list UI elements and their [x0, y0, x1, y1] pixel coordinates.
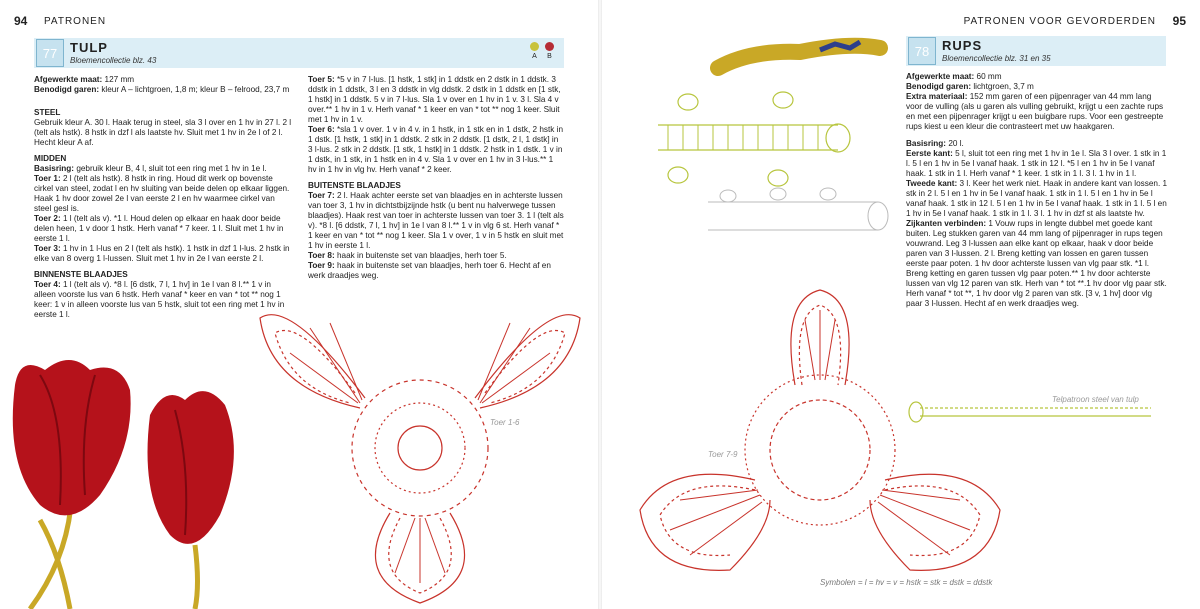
instruction-text: lichtgroen, 3,7 m — [971, 82, 1034, 91]
instruction-paragraph — [906, 139, 1168, 149]
instruction-text: 127 mm — [102, 75, 135, 84]
pattern-title-bar — [906, 36, 1166, 66]
instruction-text: 5 l, sluit tot een ring met 1 hv in 1e l. Sla 3 l over. 1 stk in 1 l. 5 l en 1 hv in 5e l vanaf haak. 1 stk in 12 l. *5 l en 1 hv in 5e l vanaf haak. 1 stk in 1 l. Herh vanaf * 1 keer. 1 stk in 1 l. 3 l. 1 hv in 1 l. — [906, 149, 1167, 178]
yarn-color-key — [530, 42, 554, 60]
instruction-label: Tweede kant: — [906, 179, 958, 188]
stem-chart-caption: Telpatroon steel van tulp — [1052, 395, 1139, 404]
pattern-title: TULP — [70, 39, 108, 55]
instruction-label: Extra materiaal: — [906, 92, 968, 101]
right-page — [600, 0, 1200, 609]
instruction-text: 1 hv in 1 l-lus en 2 l (telt als hstk). 1 hstk in dzf 1 l-lus. 2 hstk in elke van 8 overg 1 l-lussen. Sluit met 1 hv in 2e l van eerste 2 l. — [34, 244, 290, 263]
instructions-column — [906, 72, 1168, 309]
instruction-paragraph — [34, 85, 292, 95]
yarn-b-swatch: B — [545, 42, 554, 60]
symbol-item: = stk — [920, 578, 941, 587]
instruction-paragraph — [34, 118, 292, 148]
instruction-paragraph — [34, 75, 292, 85]
instruction-label: Basisring: — [906, 139, 947, 148]
instruction-label: Benodigd garen: — [34, 85, 100, 94]
section-heading: MIDDEN — [34, 154, 67, 163]
page-number: 94 — [14, 14, 28, 28]
instruction-text: 1 Vouw rups in lengte dubbel met goede kant buiten. Leg stukken garen van 44 mm lang of pijpenrager in rups tegen vouwrand. Leg 3 l-lussen aan elke kant op elkaar, haak v door beide paren van 3 l-lussen. 2 l. Breng ketting van lossen en garen tussen eerste paar poten. 1 hv door achterste lussen van vlg paar stk. *1 l. Breng ketting en garen tussen vlg paar poten.** 1 hv door achterste lussen van vlg 12 paren van stk. Herh van * tot **.1 hv door vlg paar stk. Herh vanaf * tot **, 1 hv door vlg 2 paren van stk. [3 v, 1 hv] door vlg paar 3 l-lussen. Hecht af en werk draadjes weg. — [906, 219, 1167, 308]
paragraph-gap — [34, 95, 292, 102]
instruction-text: 1 l (telt als v). *1 l. Houd delen op elkaar en haak door beide delen heen, 1 v door 1 hstk. Herh vanaf * 7 keer. 1 l. Sluit met 1 hv in eerste 1 l. — [34, 214, 284, 243]
instruction-label: Toer 5: — [308, 75, 335, 84]
tulip-photo — [0, 355, 240, 609]
running-head: PATRONEN — [44, 16, 107, 27]
paragraph-gap — [906, 132, 1168, 139]
pattern-subtitle: Bloemencollectie blz. 31 en 35 — [942, 53, 1051, 63]
instruction-paragraph — [906, 82, 1168, 92]
tulip-crochet-chart-toer-7-9 — [640, 290, 1000, 580]
tulip-crochet-chart-toer-1-6 — [250, 278, 590, 608]
instruction-paragraph — [308, 125, 564, 175]
symbol-item: = v — [884, 578, 898, 587]
pattern-number: 77 — [36, 39, 64, 67]
instruction-label: Toer 7: — [308, 191, 335, 200]
instruction-paragraph — [34, 164, 292, 174]
pattern-title-bar — [34, 38, 564, 68]
instruction-label: Toer 2: — [34, 214, 61, 223]
instruction-text: 3 l. Keer het werk niet. Haak in andere kant van lossen. 1 stk in 2 l. 5 l en 1 hv in 5e l vanaf haak. 1 stk in 1 l. 5 l en 1 hv in 5e l vanaf haak. 1 stk in 12 l. 5 l en 1 hv in 5e l vanaf haak. 1 stk in 1 l. 5 l en 1 hv in 5e l vanaf haak. 1 stk in 1 l. 3 l. 1 hv in dzf st als laatste hv. — [906, 179, 1168, 218]
instruction-label: Toer 3: — [34, 244, 61, 253]
symbol-item: = ddstk — [964, 578, 993, 587]
caterpillar-photo — [710, 30, 890, 78]
instruction-text: gebruik kleur B, 4 l, sluit tot een ring met 1 hv in 1e l. — [74, 164, 267, 173]
instruction-paragraph — [906, 179, 1168, 219]
instruction-label: Afgewerkte maat: — [34, 75, 103, 84]
symbols-legend — [820, 578, 992, 587]
instruction-text: 1 l (telt als v). *8 l. [6 dstk, 7 l, 1 hv] in 1e l van 8 l.** 1 v in alleen voorste lus van 6 hstk. Herh vanaf * keer en van * tot ** nog 1 keer: 1 v in alleen voorste lus van 5 hstk, sluit tot een ring met 1 hv in eerste 1 l. — [34, 280, 285, 319]
instruction-text: *sla 1 v over. 1 v in 4 v. in 1 hstk, in 1 stk en in 1 dstk, 2 hstk in 1 dstk. [1 hstk, 1 stk] in 1 ddstk. 2 stk in 2 ddstk. [1 dstk, 2 l, 1 dstk] in 3 l-lus. 2 stk in 2 ddstk. [1 stk, 1 hstk] in 1 ddstk. 2 hstk in 1 dstk. 1 v in 1 dstk, in 1 stk, in 1 hstk en in 4 v. Sla 1 v over en 1 hv in 3 l-lus.** 1 hv in 1 hv in vlg hv. Herh vanaf * 2 keer. — [308, 125, 564, 174]
diagram-caption: Toer 7-9 — [708, 450, 738, 459]
instruction-text: haak in buitenste set van blaadjes, herh toer 6. Hecht af en werk draadjes weg. — [308, 261, 551, 280]
pattern-number: 78 — [908, 37, 936, 65]
instruction-label: Toer 8: — [308, 251, 335, 260]
instruction-label: Zijkanten verbinden: — [906, 219, 987, 228]
instruction-text: 2 l (telt als hstk). 8 hstk in ring. Houd dit werk op bovenste cirkel van steel, zodat l en hv sluiting van beide delen op elkaar liggen. Haak 1 hv door zowel 2e l van eerste 2 l en hv waarmee cirkel van steel gesl is. — [34, 174, 290, 213]
symbol-item: = l — [857, 578, 867, 587]
symbol-item: = dstk — [940, 578, 965, 587]
instruction-paragraph — [34, 174, 292, 214]
symbols-label: Symbolen — [820, 578, 856, 587]
instruction-paragraph — [34, 214, 292, 244]
instruction-label: Basisring: — [34, 164, 75, 173]
pattern-title: RUPS — [942, 37, 983, 53]
instruction-paragraph — [308, 251, 564, 261]
symbol-item: = hstk — [897, 578, 921, 587]
diagram-caption: Toer 1-6 — [490, 418, 520, 427]
instruction-text: 152 mm garen of een pijpenrager van 44 mm lang voor de vulling (als u garen als vulling gebruikt, krijgt u een zachte rups en met een pijpenrager krijgt u een buigbare rups. Voor een gestreepte rups kiest u een kleur die contrasteert met uw haakgaren. — [906, 92, 1164, 131]
instruction-label: Benodigd garen: — [906, 82, 972, 91]
instruction-label: Eerste kant: — [906, 149, 953, 158]
instruction-label: Toer 4: — [34, 280, 61, 289]
instruction-paragraph — [34, 244, 292, 264]
section-heading: BUITENSTE BLAADJES — [308, 181, 401, 190]
page-number: 95 — [1172, 14, 1186, 28]
section-heading: BINNENSTE BLAADJES — [34, 270, 128, 279]
instruction-paragraph — [906, 92, 1168, 132]
instruction-text: *5 v in 7 l-lus. [1 hstk, 1 stk] in 1 ddstk en 2 dstk in 1 ddstk. 3 ddstk in 1 ddstk, 3 l en 3 ddstk in vlg ddstk. 2 dstk in 1 ddstk en [1 stk, 1 hstk] in 1 ddstk. 5 v in 7 l-lus. Sla 1 v over en 1 hv in 1 v. 3 l. Sla 4 v over.** 1 hv in 1 v. Herh vanaf * 1 keer en van * tot ** nog 1 keer. Sluit met 1 hv in 1 v. — [308, 75, 561, 124]
running-head: PATRONEN VOOR GEVORDERDEN — [963, 16, 1156, 27]
instruction-text: 20 l. — [946, 139, 964, 148]
symbols-items — [858, 578, 993, 587]
instruction-paragraph — [308, 75, 564, 125]
instruction-label: Toer 6: — [308, 125, 335, 134]
symbol-item: = hv — [866, 578, 885, 587]
instruction-label: Afgewerkte maat: — [906, 72, 975, 81]
instruction-text: Gebruik kleur A. 30 l. Haak terug in steel, sla 3 l over en 1 hv in 27 l. 2 l (telt als hstk). 8 hstk in dzf l als laatste hv. Sluit met 1 hv in 2e l of 2 l. Hecht kleur A af. — [34, 118, 292, 147]
instruction-text: haak in buitenste set van blaadjes, herh toer 5. — [334, 251, 507, 260]
pattern-subtitle: Bloemencollectie blz. 43 — [70, 55, 157, 65]
caterpillar-crochet-chart — [648, 90, 888, 240]
instruction-text: 60 mm — [974, 72, 1002, 81]
instruction-label: Toer 1: — [34, 174, 61, 183]
yarn-a-swatch: A — [530, 42, 539, 60]
instructions-column-2 — [308, 75, 564, 281]
section-heading: STEEL — [34, 108, 61, 117]
instruction-paragraph — [906, 149, 1168, 179]
instruction-label: Toer 9: — [308, 261, 335, 270]
instruction-paragraph — [308, 191, 564, 251]
instruction-paragraph — [906, 72, 1168, 82]
instruction-text: 2 l. Haak achter eerste set van blaadjes en in achterste lussen van toer 3, 1 hv in dichtstbijzijnde hstk (u bent nu halverwege tussen blaadjes). Haak rest van toer in achterste lussen van toer 3. 1 l (telt als v). *8 l. [6 ddstk, 7 l, 1 hv] in 1e l van 8 l.** 1 v in vlg 6 st. Herh vanaf * 1 keer en van * tot ** nog 1 keer. Sla 1 v over, 1 v in 5 hstk en sluit met 1 hv in eerste 1 l. — [308, 191, 564, 250]
instruction-text: kleur A – lichtgroen, 1,8 m; kleur B – felrood, 23,7 m — [99, 85, 290, 94]
